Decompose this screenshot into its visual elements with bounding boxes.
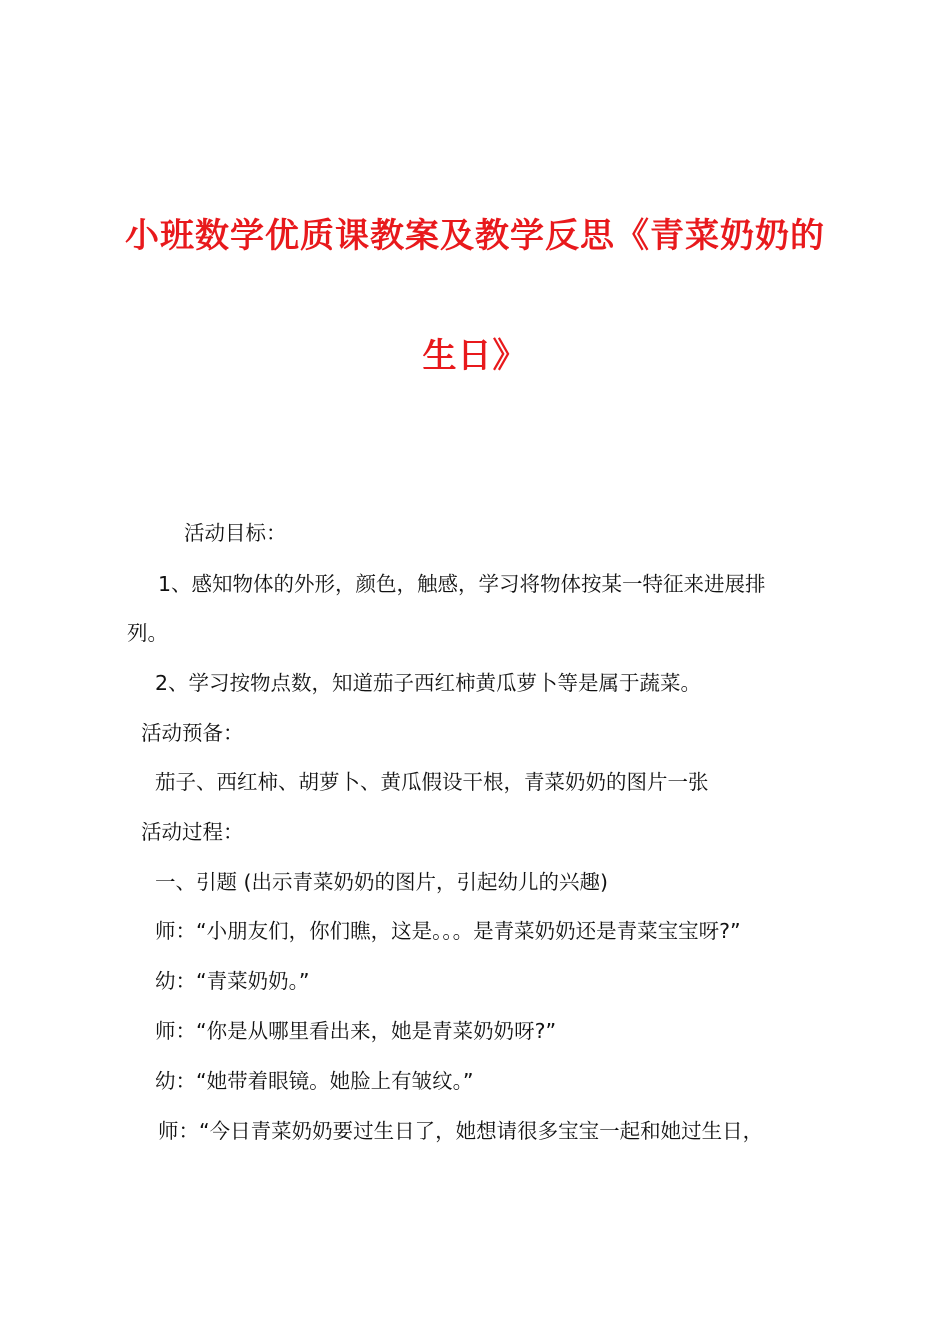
dialogue-line: 幼：“她带着眼镜。她脸上有皱纹。” [155,1069,474,1093]
goal-item-2: 2、学习按物点数，知道茄子西红柿黄瓜萝卜等是属于蔬菜。 [155,671,702,695]
document-title-line-2: 生日》 [422,336,528,376]
process-step-1: 一、引题 (出示青菜奶奶的图片，引起幼儿的兴趣) [155,870,609,894]
section-heading-process: 活动过程： [141,820,244,844]
dialogue-line: 师：“你是从哪里看出来，她是青菜奶奶呀?” [155,1019,557,1043]
goal-item-1: 1、感知物体的外形，颜色，触感，学习将物体按某一特征来进展排 [158,572,766,596]
section-heading-goals: 活动目标： [184,521,287,545]
dialogue-line: 师：“今日青菜奶奶要过生日了，她想请很多宝宝一起和她过生日， [158,1119,764,1143]
dialogue-line: 师：“小朋友们，你们瞧，这是。。。是青菜奶奶还是青菜宝宝呀?” [155,919,741,943]
goal-item-1-continued: 列。 [127,621,168,645]
dialogue-line: 幼：“青菜奶奶。” [155,969,310,993]
document-title-line-1: 小班数学优质课教案及教学反思《青菜奶奶的 [125,216,825,256]
section-heading-preparation: 活动预备： [141,721,244,745]
preparation-text: 茄子、西红柿、胡萝卜、黄瓜假设干根，青菜奶奶的图片一张 [155,770,709,794]
